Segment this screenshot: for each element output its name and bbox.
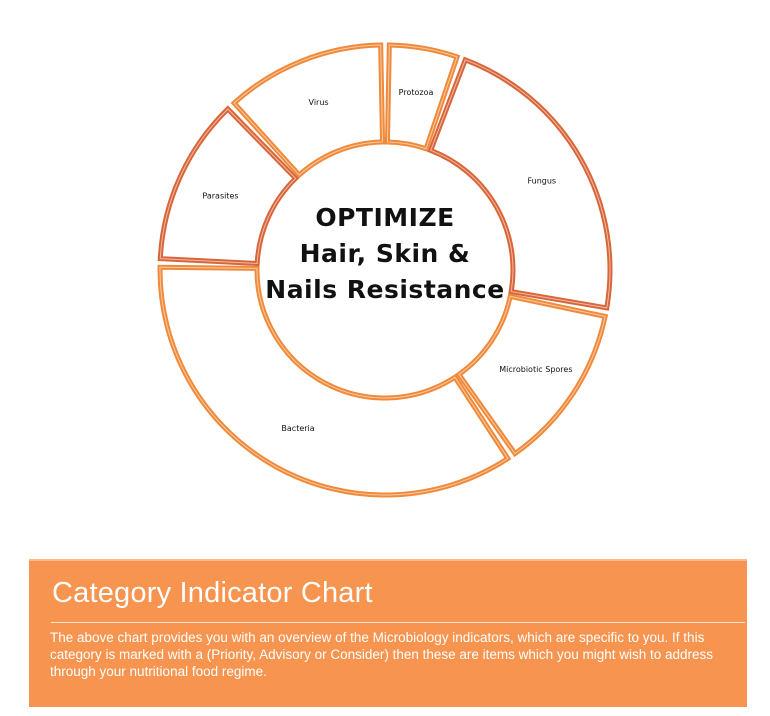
segment-label-parasites: Parasites [202, 191, 239, 201]
center-title-line-2: Hair, Skin & [299, 239, 471, 268]
panel-description: The above chart provides you with an overview of the Microbiology indicators, which are specific to you. If this category is marked with a (Priority, Advisory or Consider) then these are items which you might wish to address through your nutritional food regime. [50, 630, 714, 679]
segment-label-virus: Virus [308, 98, 329, 108]
category-indicator-panel [29, 559, 747, 707]
segment-label-protozoa: Protozoa [398, 88, 434, 98]
segment-label-fungus: Fungus [527, 176, 557, 186]
segment-label-bacteria: Bacteria [281, 424, 315, 434]
panel-title: Category Indicator Chart [52, 577, 373, 609]
segment-label-microbiotic-spores: Microbiotic Spores [499, 365, 573, 375]
panel-divider [51, 622, 745, 623]
center-title-line-1: OPTIMIZE [315, 203, 455, 232]
center-title-line-3: Nails Resistance [265, 275, 505, 304]
chart-center-title [255, 200, 515, 308]
